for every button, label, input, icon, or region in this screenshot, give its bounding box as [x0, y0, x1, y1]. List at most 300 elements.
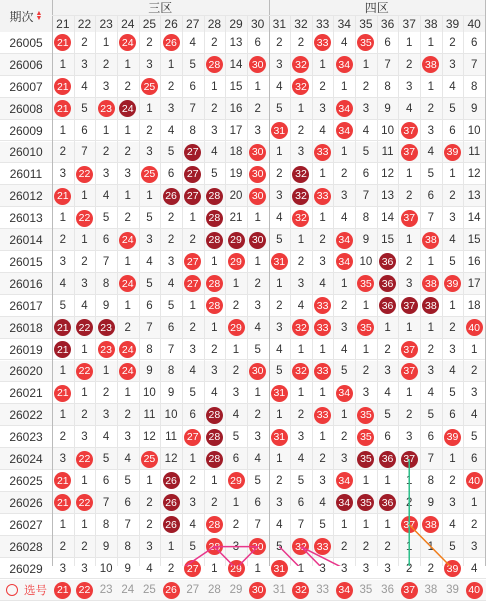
pick-number-21[interactable] [52, 580, 74, 601]
table-cell: 1 [398, 32, 420, 54]
table-cell: 1 [117, 54, 139, 76]
pick-number-26[interactable] [160, 580, 182, 601]
table-cell: 5 [52, 295, 74, 317]
drawn-ball: 21 [54, 494, 71, 511]
unselected-number[interactable]: 35 [360, 584, 373, 596]
table-cell: 12 [377, 163, 399, 185]
issue-number: 26010 [0, 142, 52, 164]
table-cell: 9 [377, 98, 399, 120]
selected-ball[interactable]: 32 [292, 582, 309, 599]
table-cell: 1 [204, 76, 226, 98]
zone-header-4: 四区 [269, 0, 486, 16]
table-cell: 3 [117, 163, 139, 185]
table-cell: 1 [442, 163, 464, 185]
drawn-ball: 35 [357, 34, 374, 51]
table-cell: 5 [182, 536, 204, 558]
unselected-number[interactable]: 27 [186, 584, 199, 596]
drawn-ball: 32 [292, 56, 309, 73]
column-header-29: 29 [225, 16, 247, 32]
table-cell: 6 [355, 163, 377, 185]
issue-number: 26007 [0, 76, 52, 98]
table-cell: 4 [420, 382, 442, 404]
table-cell: 3 [95, 76, 117, 98]
table-cell: 2 [269, 470, 291, 492]
pick-number-34[interactable] [333, 580, 355, 601]
unselected-number[interactable]: 38 [424, 584, 437, 596]
table-cell: 1 [290, 382, 312, 404]
unselected-number[interactable]: 29 [230, 584, 243, 596]
table-cell: 3 [182, 339, 204, 361]
table-cell: 5 [333, 361, 355, 383]
table-cell: 3 [442, 54, 464, 76]
table-cell [52, 339, 74, 361]
table-cell: 4 [269, 207, 291, 229]
selected-ball[interactable]: 37 [401, 582, 418, 599]
table-cell: 1 [74, 382, 96, 404]
drawn-ball: 27 [184, 429, 201, 446]
table-cell: 2 [139, 32, 161, 54]
issue-number: 26013 [0, 207, 52, 229]
table-cell: 10 [377, 120, 399, 142]
column-header-36: 36 [377, 16, 399, 32]
table-cell [52, 492, 74, 514]
table-cell: 3 [52, 251, 74, 273]
table-cell: 4 [160, 273, 182, 295]
drawn-ball: 22 [76, 166, 93, 183]
drawn-ball: 38 [422, 297, 439, 314]
pick-number-24[interactable] [117, 580, 139, 601]
table-cell [52, 76, 74, 98]
table-cell [204, 229, 226, 251]
table-cell: 3 [398, 273, 420, 295]
table-cell: 6 [247, 32, 269, 54]
pick-number-36[interactable] [377, 580, 399, 601]
drawn-ball: 31 [271, 560, 288, 577]
pick-number-25[interactable] [139, 580, 161, 601]
table-cell [160, 514, 182, 536]
drawn-ball: 27 [184, 188, 201, 205]
table-cell: 2 [290, 120, 312, 142]
table-cell: 13 [377, 185, 399, 207]
drawn-ball: 27 [184, 166, 201, 183]
table-cell: 4 [139, 251, 161, 273]
table-cell [204, 273, 226, 295]
drawn-ball: 28 [206, 516, 223, 533]
drawn-ball: 24 [119, 100, 136, 117]
pick-number-38[interactable] [420, 580, 442, 601]
drawn-ball: 33 [314, 363, 331, 380]
table-cell [312, 404, 334, 426]
drawn-ball: 27 [184, 144, 201, 161]
table-cell: 2 [160, 558, 182, 580]
table-cell: 1 [117, 251, 139, 273]
table-cell [290, 163, 312, 185]
table-cell [377, 251, 399, 273]
drawn-ball: 21 [54, 472, 71, 489]
pick-number-31[interactable] [269, 580, 291, 601]
select-circle-icon[interactable] [6, 584, 18, 596]
table-cell: 1 [139, 98, 161, 120]
drawn-ball: 30 [249, 188, 266, 205]
table-cell: 1 [442, 295, 464, 317]
drawn-ball: 28 [206, 188, 223, 205]
drawn-ball: 36 [379, 494, 396, 511]
drawn-ball: 30 [249, 363, 266, 380]
drawn-ball: 32 [292, 538, 309, 555]
drawn-ball: 37 [401, 297, 418, 314]
table-cell [117, 229, 139, 251]
table-cell: 14 [377, 207, 399, 229]
drawn-ball: 22 [76, 210, 93, 227]
drawn-ball: 30 [249, 56, 266, 73]
drawn-ball: 34 [336, 232, 353, 249]
table-cell: 1 [398, 536, 420, 558]
table-cell [333, 229, 355, 251]
table-cell [312, 142, 334, 164]
table-cell: 4 [463, 558, 485, 580]
issue-number: 26005 [0, 32, 52, 54]
selected-ball[interactable]: 22 [76, 582, 93, 599]
drawn-ball: 39 [444, 275, 461, 292]
table-cell: 2 [398, 492, 420, 514]
table-cell: 2 [333, 536, 355, 558]
table-cell: 1 [333, 514, 355, 536]
table-cell: 4 [74, 76, 96, 98]
unselected-number[interactable]: 31 [273, 584, 286, 596]
table-cell [160, 492, 182, 514]
drawn-ball: 27 [184, 253, 201, 270]
drawn-ball: 22 [76, 451, 93, 468]
table-cell: 1 [182, 448, 204, 470]
drawn-ball: 33 [314, 297, 331, 314]
table-cell: 8 [182, 120, 204, 142]
drawn-ball: 37 [401, 451, 418, 468]
pick-number-22[interactable] [74, 580, 96, 601]
pick-label-text: 选号 [24, 582, 47, 598]
table-cell: 9 [420, 492, 442, 514]
drawn-ball: 26 [163, 188, 180, 205]
table-cell: 4 [139, 558, 161, 580]
pick-number-33[interactable] [312, 580, 334, 601]
table-cell: 3 [225, 382, 247, 404]
table-cell: 8 [139, 339, 161, 361]
pick-number-27[interactable] [182, 580, 204, 601]
table-cell [52, 32, 74, 54]
selected-ball[interactable]: 21 [54, 582, 71, 599]
table-cell: 1 [247, 76, 269, 98]
table-cell: 2 [312, 229, 334, 251]
pick-number-29[interactable] [225, 580, 247, 601]
table-cell: 2 [52, 536, 74, 558]
unselected-number[interactable]: 24 [121, 584, 134, 596]
table-cell: 9 [463, 98, 485, 120]
drawn-ball: 27 [184, 275, 201, 292]
issue-column-header[interactable] [0, 0, 52, 32]
table-cell: 2 [398, 185, 420, 207]
table-cell [333, 251, 355, 273]
table-cell: 1 [225, 339, 247, 361]
table-cell: 5 [139, 273, 161, 295]
table-cell [398, 295, 420, 317]
table-cell: 5 [269, 98, 291, 120]
drawn-ball: 38 [422, 56, 439, 73]
table-cell: 2 [52, 142, 74, 164]
table-cell [182, 426, 204, 448]
table-cell: 7 [377, 54, 399, 76]
selected-ball[interactable]: 26 [163, 582, 180, 599]
table-cell: 2 [312, 76, 334, 98]
table-cell [312, 185, 334, 207]
table-cell: 5 [95, 448, 117, 470]
column-header-23: 23 [95, 16, 117, 32]
unselected-number[interactable]: 23 [100, 584, 113, 596]
table-cell [52, 98, 74, 120]
table-cell: 1 [269, 448, 291, 470]
table-cell: 14 [225, 54, 247, 76]
table-cell [377, 273, 399, 295]
table-cell: 2 [74, 32, 96, 54]
table-cell: 2 [442, 470, 464, 492]
table-cell: 4 [95, 426, 117, 448]
issue-number: 26022 [0, 404, 52, 426]
pick-row-label[interactable] [0, 580, 52, 601]
table-cell: 2 [420, 98, 442, 120]
table-cell: 1 [312, 163, 334, 185]
drawn-ball: 39 [444, 560, 461, 577]
table-cell: 2 [442, 32, 464, 54]
table-cell [269, 251, 291, 273]
table-cell [204, 514, 226, 536]
issue-number: 26027 [0, 514, 52, 536]
table-cell: 3 [139, 536, 161, 558]
table-cell: 1 [420, 536, 442, 558]
table-cell: 9 [95, 295, 117, 317]
drawn-ball: 35 [357, 429, 374, 446]
pick-number-40[interactable] [463, 580, 485, 601]
selected-ball[interactable]: 40 [466, 582, 483, 599]
table-cell [247, 142, 269, 164]
table-cell: 3 [377, 558, 399, 580]
table-cell [117, 98, 139, 120]
table-cell: 2 [442, 185, 464, 207]
table-cell: 6 [225, 448, 247, 470]
table-cell: 5 [377, 404, 399, 426]
drawn-ball: 36 [379, 297, 396, 314]
table-cell: 3 [420, 361, 442, 383]
drawn-ball: 32 [292, 363, 309, 380]
table-cell: 4 [225, 404, 247, 426]
drawn-ball: 29 [228, 319, 245, 336]
pick-number-30[interactable] [247, 580, 269, 601]
table-cell: 5 [247, 470, 269, 492]
unselected-number[interactable]: 39 [446, 584, 459, 596]
table-cell: 7 [420, 448, 442, 470]
table-cell: 7 [160, 339, 182, 361]
table-cell: 1 [398, 470, 420, 492]
table-cell [247, 361, 269, 383]
unselected-number[interactable]: 28 [208, 584, 221, 596]
table-cell: 8 [160, 361, 182, 383]
issue-number: 26014 [0, 229, 52, 251]
table-cell: 5 [225, 426, 247, 448]
table-cell [225, 229, 247, 251]
table-cell: 7 [247, 514, 269, 536]
table-cell: 3 [204, 120, 226, 142]
table-cell: 2 [95, 382, 117, 404]
issue-number: 26029 [0, 558, 52, 580]
pick-number-37[interactable] [398, 580, 420, 601]
table-cell [247, 229, 269, 251]
table-cell: 1 [398, 229, 420, 251]
drawn-ball: 32 [292, 188, 309, 205]
table-cell: 2 [463, 514, 485, 536]
unselected-number[interactable]: 33 [316, 584, 329, 596]
table-cell: 3 [139, 54, 161, 76]
drawn-ball: 22 [76, 363, 93, 380]
table-cell [290, 76, 312, 98]
table-cell: 16 [463, 251, 485, 273]
table-cell [290, 361, 312, 383]
drawn-ball: 28 [206, 538, 223, 555]
table-cell: 3 [95, 404, 117, 426]
table-cell: 16 [225, 98, 247, 120]
drawn-ball: 37 [401, 363, 418, 380]
table-cell: 3 [117, 426, 139, 448]
table-cell: 5 [442, 536, 464, 558]
drawn-ball: 30 [249, 232, 266, 249]
table-cell [225, 251, 247, 273]
table-cell: 2 [290, 404, 312, 426]
pick-number-23[interactable] [95, 580, 117, 601]
table-cell: 2 [333, 295, 355, 317]
table-cell: 1 [355, 339, 377, 361]
unselected-number[interactable]: 36 [381, 584, 394, 596]
table-cell [398, 448, 420, 470]
selected-ball[interactable]: 30 [249, 582, 266, 599]
table-cell [225, 317, 247, 339]
drawn-ball: 38 [422, 516, 439, 533]
table-cell [269, 382, 291, 404]
drawn-ball: 40 [466, 319, 483, 336]
pick-number-39[interactable] [442, 580, 464, 601]
table-cell: 10 [139, 382, 161, 404]
table-cell: 7 [420, 207, 442, 229]
table-cell [333, 492, 355, 514]
issue-number: 26008 [0, 98, 52, 120]
table-cell [377, 492, 399, 514]
drawn-ball: 24 [119, 232, 136, 249]
issue-number: 26023 [0, 426, 52, 448]
table-cell: 3 [225, 536, 247, 558]
table-cell [398, 514, 420, 536]
table-cell [247, 185, 269, 207]
table-cell [333, 98, 355, 120]
table-cell: 2 [95, 54, 117, 76]
unselected-number[interactable]: 25 [143, 584, 156, 596]
table-cell: 1 [377, 317, 399, 339]
column-header-28: 28 [204, 16, 226, 32]
table-cell: 11 [139, 404, 161, 426]
table-cell: 3 [290, 142, 312, 164]
table-cell: 4 [333, 32, 355, 54]
table-cell: 10 [463, 120, 485, 142]
table-cell: 1 [204, 317, 226, 339]
table-cell: 5 [442, 98, 464, 120]
table-cell [355, 317, 377, 339]
table-cell: 3 [312, 470, 334, 492]
table-cell: 4 [204, 142, 226, 164]
selected-ball[interactable]: 34 [336, 582, 353, 599]
table-cell: 2 [355, 76, 377, 98]
table-cell: 1 [377, 514, 399, 536]
drawn-ball: 29 [228, 232, 245, 249]
table-cell: 1 [160, 536, 182, 558]
table-cell: 11 [160, 426, 182, 448]
table-cell [333, 382, 355, 404]
sort-icon[interactable]: ▲ ▼ [36, 11, 43, 21]
table-cell: 1 [355, 514, 377, 536]
table-cell: 10 [160, 404, 182, 426]
table-cell: 3 [312, 558, 334, 580]
table-cell: 2 [442, 317, 464, 339]
table-cell: 1 [355, 295, 377, 317]
table-cell: 2 [74, 536, 96, 558]
table-cell [225, 470, 247, 492]
table-cell [160, 32, 182, 54]
table-cell [355, 273, 377, 295]
drawn-ball: 34 [336, 100, 353, 117]
table-cell [420, 54, 442, 76]
drawn-ball: 24 [119, 341, 136, 358]
table-cell: 4 [247, 317, 269, 339]
table-cell: 6 [247, 492, 269, 514]
table-cell: 20 [225, 185, 247, 207]
table-cell: 1 [139, 185, 161, 207]
table-cell [355, 426, 377, 448]
drawn-ball: 23 [98, 100, 115, 117]
table-cell: 1 [74, 470, 96, 492]
table-cell: 13 [463, 185, 485, 207]
table-cell: 4 [333, 207, 355, 229]
table-cell: 14 [463, 207, 485, 229]
table-cell: 10 [355, 251, 377, 273]
table-cell: 1 [290, 98, 312, 120]
table-cell: 1 [74, 185, 96, 207]
table-cell: 7 [290, 514, 312, 536]
drawn-ball: 21 [54, 78, 71, 95]
table-cell [204, 207, 226, 229]
drawn-ball: 32 [292, 78, 309, 95]
table-cell: 5 [420, 404, 442, 426]
drawn-ball: 32 [292, 166, 309, 183]
drawn-ball: 24 [119, 363, 136, 380]
table-cell: 2 [52, 229, 74, 251]
issue-number: 26020 [0, 361, 52, 383]
table-cell: 9 [117, 558, 139, 580]
pick-number-35[interactable] [355, 580, 377, 601]
table-cell: 1 [95, 361, 117, 383]
drawn-ball: 21 [54, 341, 71, 358]
pick-number-32[interactable] [290, 580, 312, 601]
pick-number-28[interactable] [204, 580, 226, 601]
table-cell [182, 251, 204, 273]
table-cell: 8 [95, 514, 117, 536]
drawn-ball: 21 [54, 319, 71, 336]
table-cell: 1 [269, 142, 291, 164]
table-cell: 5 [74, 98, 96, 120]
table-cell: 1 [182, 207, 204, 229]
column-header-38: 38 [420, 16, 442, 32]
